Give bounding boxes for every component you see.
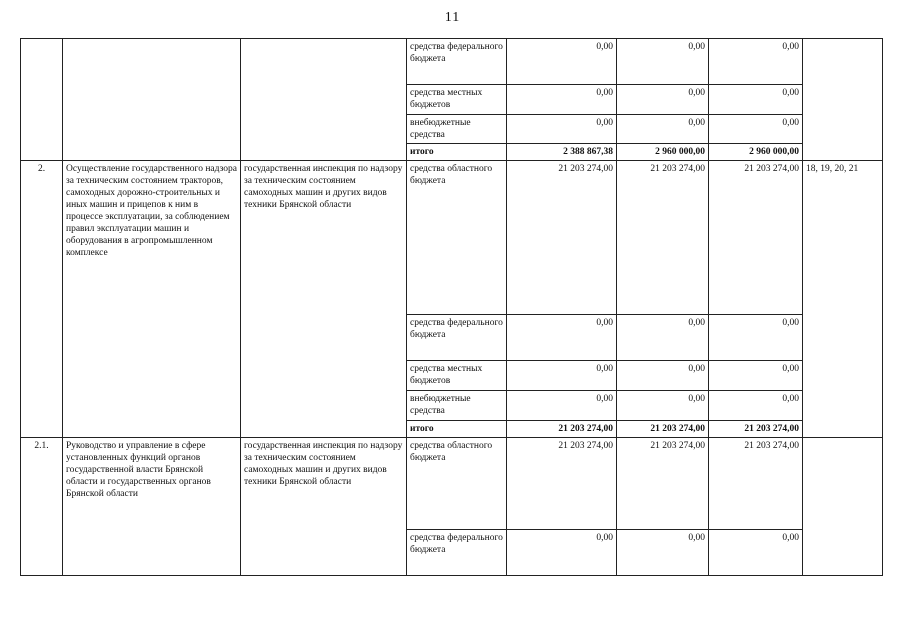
measure-title-cell <box>63 39 241 161</box>
amount-year2: 0,00 <box>617 39 709 85</box>
amount-year3: 21 203 274,00 <box>709 161 803 315</box>
amount-year1: 0,00 <box>507 115 617 144</box>
amount-year2: 21 203 274,00 <box>617 438 709 530</box>
amount-year1: 0,00 <box>507 361 617 391</box>
amount-year3: 0,00 <box>709 315 803 361</box>
table-row <box>21 438 883 530</box>
funding-source-total: итого <box>407 421 507 438</box>
indicator-refs-cell <box>803 39 883 161</box>
indicator-refs: 18, 19, 20, 21 <box>803 161 883 438</box>
funding-source: внебюджетные средства <box>407 391 507 421</box>
executor-cell <box>241 39 407 161</box>
funding-source: средства областного бюджета <box>407 438 507 530</box>
total-year2: 21 203 274,00 <box>617 421 709 438</box>
amount-year1: 0,00 <box>507 85 617 115</box>
amount-year1: 21 203 274,00 <box>507 438 617 530</box>
amount-year1: 0,00 <box>507 530 617 576</box>
amount-year3: 21 203 274,00 <box>709 438 803 530</box>
amount-year2: 0,00 <box>617 315 709 361</box>
total-year1: 21 203 274,00 <box>507 421 617 438</box>
total-year2: 2 960 000,00 <box>617 144 709 161</box>
amount-year3: 0,00 <box>709 115 803 144</box>
amount-year3: 0,00 <box>709 391 803 421</box>
row-number: 2.1. <box>21 438 63 576</box>
amount-year3: 0,00 <box>709 39 803 85</box>
funding-source: средства федерального бюджета <box>407 530 507 576</box>
row-number: 2. <box>21 161 63 438</box>
amount-year2: 0,00 <box>617 391 709 421</box>
measure-title: Руководство и управление в сфере установленных функций органов государственной власти Брянской области и государственных органов Брянской области <box>63 438 241 576</box>
total-year3: 21 203 274,00 <box>709 421 803 438</box>
amount-year1: 0,00 <box>507 39 617 85</box>
funding-source: внебюджетные средства <box>407 115 507 144</box>
funding-source: средства федерального бюджета <box>407 315 507 361</box>
amount-year2: 0,00 <box>617 361 709 391</box>
funding-source: средства местных бюджетов <box>407 85 507 115</box>
amount-year1: 0,00 <box>507 315 617 361</box>
amount-year2: 0,00 <box>617 530 709 576</box>
amount-year1: 21 203 274,00 <box>507 161 617 315</box>
row-number-cell <box>21 39 63 161</box>
indicator-refs-cell <box>803 438 883 576</box>
amount-year3: 0,00 <box>709 361 803 391</box>
executor: государственная инспекция по надзору за техническим состоянием самоходных машин и других видов техники Брянской области <box>241 161 407 438</box>
total-year1: 2 388 867,38 <box>507 144 617 161</box>
table-row <box>21 39 883 85</box>
funding-source-total: итого <box>407 144 507 161</box>
executor: государственная инспекция по надзору за техническим состоянием самоходных машин и других видов техники Брянской области <box>241 438 407 576</box>
amount-year3: 0,00 <box>709 530 803 576</box>
amount-year1: 0,00 <box>507 391 617 421</box>
measure-title: Осуществление государственного надзора за техническим состоянием тракторов, самоходных дорожно-строительных и иных машин и прицепов к ним в процессе эксплуатации, за соблюдением правил эксплуатации машин и оборудования в агропромышленном комплексе <box>63 161 241 438</box>
funding-source: средства местных бюджетов <box>407 361 507 391</box>
amount-year3: 0,00 <box>709 85 803 115</box>
amount-year2: 0,00 <box>617 115 709 144</box>
page-number: 11 <box>444 10 461 25</box>
funding-source: средства федерального бюджета <box>407 39 507 85</box>
total-year3: 2 960 000,00 <box>709 144 803 161</box>
budget-table <box>20 38 883 576</box>
table-row <box>21 161 883 315</box>
funding-source: средства областного бюджета <box>407 161 507 315</box>
amount-year2: 21 203 274,00 <box>617 161 709 315</box>
amount-year2: 0,00 <box>617 85 709 115</box>
